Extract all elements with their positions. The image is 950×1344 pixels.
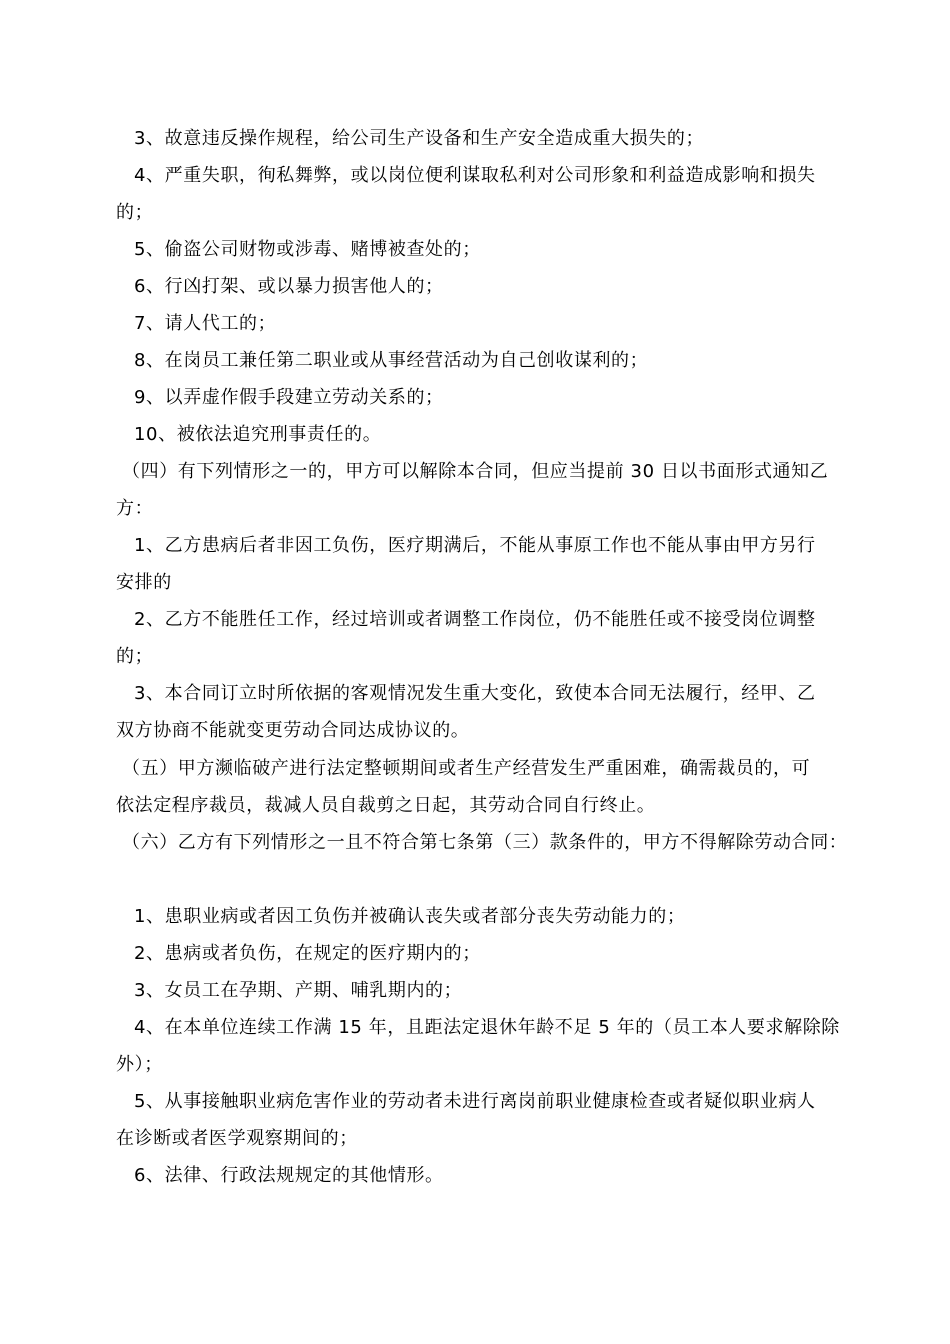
clause-line-4: 5、偷盗公司财物或涉毒、赌博被查处的； (134, 239, 481, 260)
clause-line-1: 3、故意违反操作规程，给公司生产设备和生产安全造成重大损失的； (134, 128, 705, 149)
section-six-heading: （六）乙方有下列情形之一且不符合第七条第（三）款条件的，甲方不得解除劳动合同： (122, 832, 848, 853)
clause-line-5: 6、行凶打架、或以暴力损害他人的； (134, 276, 444, 297)
section-five-heading-cont: 依法定程序裁员，裁减人员自裁剪之日起，其劳动合同自行终止。 (116, 795, 656, 816)
section-five-heading: （五）甲方濒临破产进行法定整顿期间或者生产经营发生严重困难，确需裁员的，可 (122, 758, 811, 779)
clause-line-12: 2、乙方不能胜任工作，经过培训或者调整工作岗位，仍不能胜任或不接受岗位调整 (134, 609, 816, 630)
clause-line-3: 的； (116, 202, 154, 223)
clause-line-19: 4、在本单位连续工作满 15 年，且距法定退休年龄不足 5 年的（员工本人要求解除除 (134, 1017, 840, 1038)
clause-line-23: 6、法律、行政法规规定的其他情形。 (134, 1165, 444, 1186)
clause-line-2: 4、严重失职，徇私舞弊，或以岗位便利谋取私利对公司形象和利益造成影响和损失 (134, 165, 816, 186)
clause-line-22: 在诊断或者医学观察期间的； (116, 1128, 358, 1149)
clause-line-15: 双方协商不能就变更劳动合同达成协议的。 (116, 720, 470, 741)
clause-line-9: 10、被依法追究刑事责任的。 (134, 424, 382, 445)
clause-line-16: 1、患职业病或者因工负伤并被确认丧失或者部分丧失劳动能力的； (134, 906, 686, 927)
section-four-heading-cont: 方： (116, 498, 154, 519)
clause-line-21: 5、从事接触职业病危害作业的劳动者未进行离岗前职业健康检查或者疑似职业病人 (134, 1091, 816, 1112)
clause-line-20: 外）； (116, 1054, 163, 1075)
clause-line-6: 7、请人代工的； (134, 313, 277, 334)
clause-line-11: 安排的 (116, 572, 172, 593)
clause-line-8: 9、以弄虚作假手段建立劳动关系的； (134, 387, 444, 408)
clause-line-10: 1、乙方患病后者非因工负伤，医疗期满后，不能从事原工作也不能从事由甲方另行 (134, 535, 816, 556)
clause-line-18: 3、女员工在孕期、产期、哺乳期内的； (134, 980, 463, 1001)
clause-line-17: 2、患病或者负伤，在规定的医疗期内的； (134, 943, 481, 964)
clause-line-13: 的； (116, 646, 154, 667)
clause-line-7: 8、在岗员工兼任第二职业或从事经营活动为自己创收谋利的； (134, 350, 649, 371)
clause-line-14: 3、本合同订立时所依据的客观情况发生重大变化，致使本合同无法履行，经甲、乙 (134, 683, 816, 704)
section-four-heading: （四）有下列情形之一的，甲方可以解除本合同，但应当提前 30 日以书面形式通知乙 (122, 461, 829, 482)
